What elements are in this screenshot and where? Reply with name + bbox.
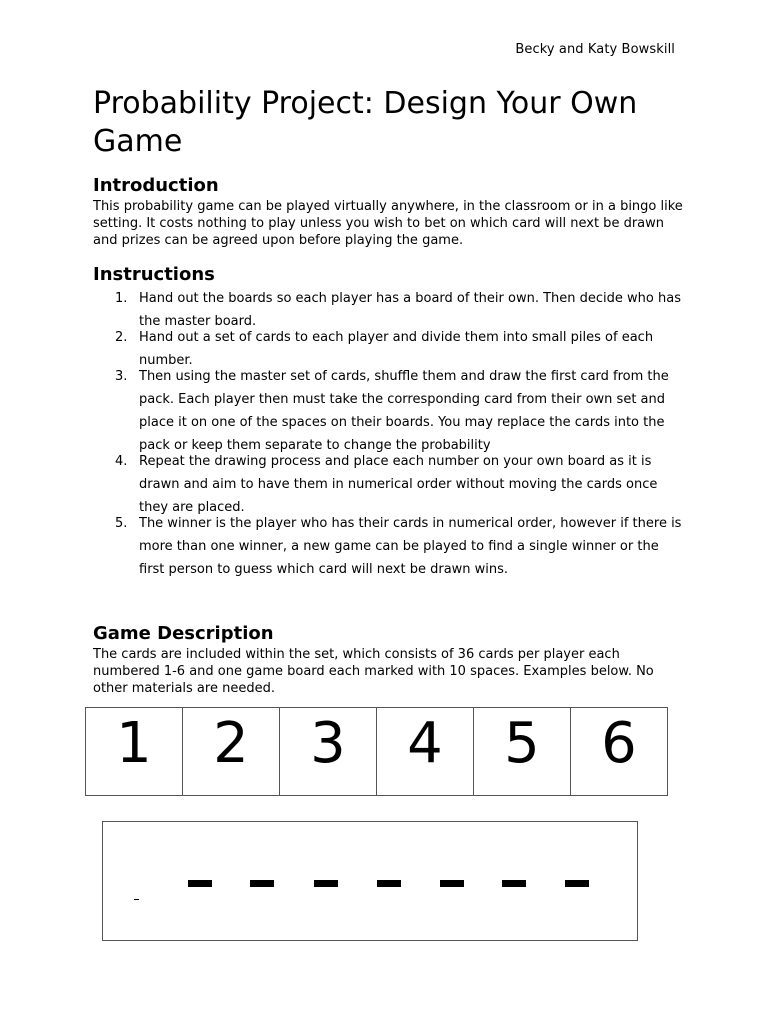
- board-slot: [377, 880, 401, 887]
- example-card: [377, 708, 474, 796]
- card-number: 3: [310, 711, 346, 776]
- instruction-step: [93, 450, 683, 519]
- step-number: 5.: [115, 516, 128, 531]
- board-slot: [565, 880, 589, 887]
- board-slot: [188, 880, 212, 887]
- instructions-list: [93, 287, 683, 577]
- step-text: Hand out the boards so each player has a board of their own. Then decide who has the master board.: [139, 291, 681, 329]
- step-number: 4.: [115, 454, 128, 469]
- card-number: 4: [407, 711, 443, 776]
- example-card: [280, 708, 377, 796]
- game-description-heading: Game Description: [93, 623, 274, 644]
- example-game-board: [102, 821, 638, 941]
- card-number: 6: [601, 711, 637, 776]
- step-number: 3.: [115, 369, 128, 384]
- example-card: [474, 708, 571, 796]
- example-card: [571, 708, 668, 796]
- card-number: 5: [504, 711, 540, 776]
- step-number: 2.: [115, 330, 128, 345]
- board-small-mark: [134, 899, 139, 900]
- card-number: 2: [213, 711, 249, 776]
- step-text: Hand out a set of cards to each player and divide them into small piles of each number.: [139, 330, 654, 368]
- step-text: The winner is the player who has their cards in numerical order, however if there is more than one winner, a new game can be played to find a single winner or the first person to guess which card will next be drawn wins.: [139, 516, 682, 577]
- example-cards-table: [85, 707, 668, 796]
- instruction-step: [93, 365, 683, 457]
- step-text: Repeat the drawing process and place each number on your own board as it is drawn and aim to have them in numerical order without moving the cards once they are placed.: [139, 454, 658, 515]
- introduction-text: This probability game can be played virtually anywhere, in the classroom or in a bingo like setting. It costs nothing to play unless you wish to bet on which card will next be drawn and prizes can be agreed upon before playing the game.: [93, 199, 683, 248]
- page-title: Probability Project: Design Your Own Game: [93, 86, 638, 159]
- card-number: 1: [116, 711, 152, 776]
- author-header: Becky and Katy Bowskill: [515, 42, 675, 57]
- step-number: 1.: [115, 291, 128, 306]
- step-text: Then using the master set of cards, shuffle them and draw the first card from the pack. Each player then must take the corresponding card from their own set and place it on one of the spaces on their boards. You may replace the cards into the pack or keep them separate to change the probability: [139, 369, 669, 453]
- board-slot: [250, 880, 274, 887]
- instruction-step: [93, 512, 683, 581]
- board-slot: [314, 880, 338, 887]
- game-description-text: The cards are included within the set, which consists of 36 cards per player each numbered 1-6 and one game board each marked with 10 spaces. Examples below. No other materials are needed.: [93, 647, 654, 696]
- example-card: [86, 708, 183, 796]
- board-slot: [502, 880, 526, 887]
- instructions-heading: Instructions: [93, 264, 215, 285]
- board-slot: [440, 880, 464, 887]
- introduction-heading: Introduction: [93, 175, 219, 196]
- example-card: [183, 708, 280, 796]
